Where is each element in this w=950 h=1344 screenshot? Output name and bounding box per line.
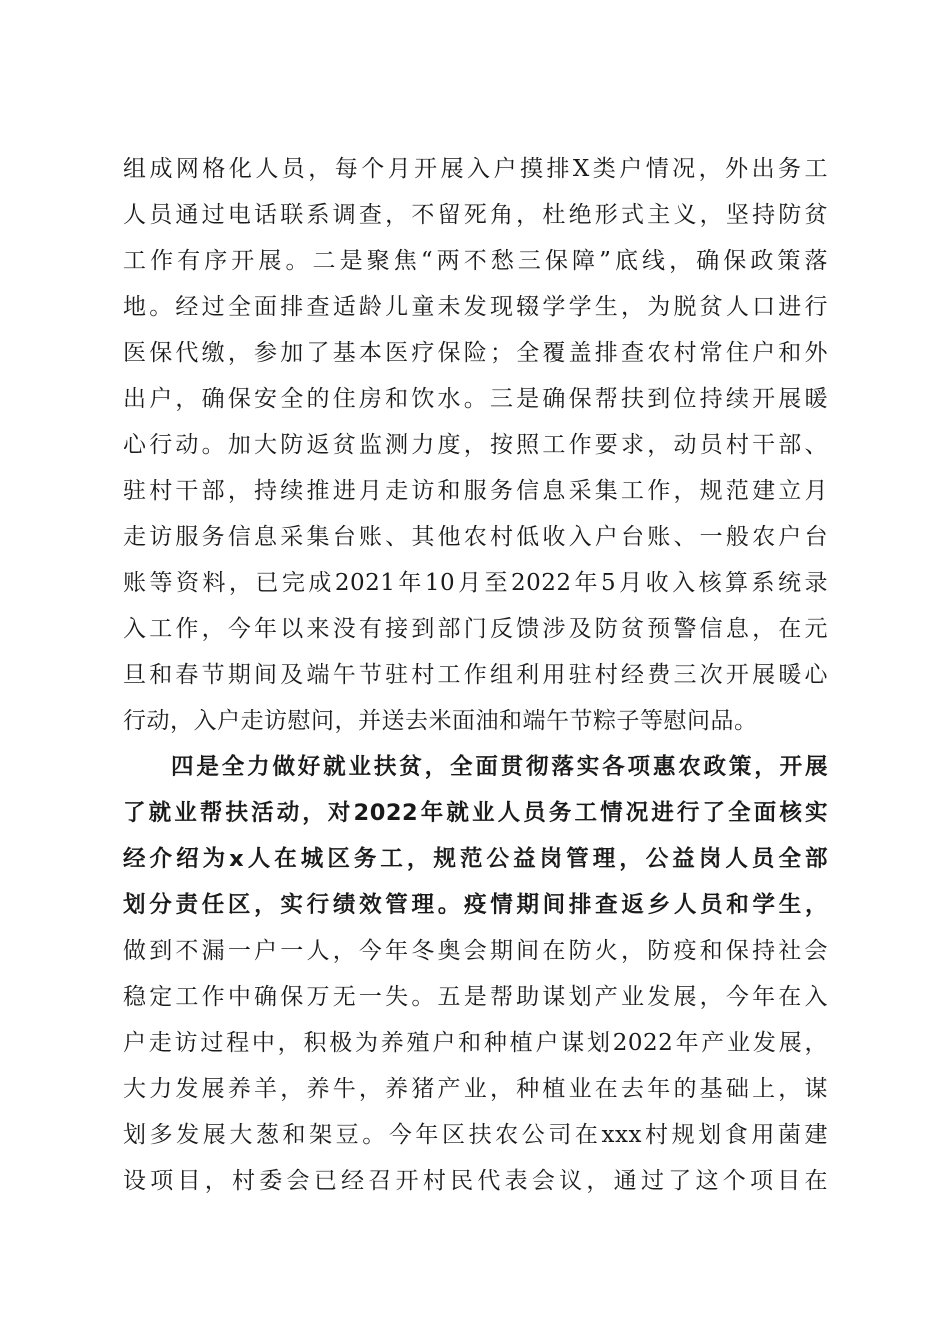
text-line: 经介绍为x人在城区务工，规范公益岗管理，公益岗人员全部 [123,846,828,872]
text-line: 四是全力做好就业扶贫，全面贯彻落实各项惠农政策，开展 [171,754,828,780]
text-line: 设项目，村委会已经召开村民代表会议，通过了这个项目在 [123,1168,828,1194]
text-line: 入工作，今年以来没有接到部门反馈涉及防贫预警信息，在元 [123,616,828,642]
text-line: 心行动。加大防返贫监测力度，按照工作要求，动员村干部、 [123,432,828,458]
text-line: 组成网格化人员，每个月开展入户摸排X类户情况，外出务工 [123,156,828,182]
text-line: 大力发展养羊，养牛，养猪产业，种植业在去年的基础上，谋 [123,1076,828,1102]
text-line: 医保代缴，参加了基本医疗保险；全覆盖排查农村常住户和外 [123,340,828,366]
text-line: 行动，入户走访慰问，并送去米面油和端午节粽子等慰问品。 [123,708,758,734]
text-line: 账等资料，已完成2021年10月至2022年5月收入核算系统录 [123,570,828,596]
text-line: 划多发展大葱和架豆。今年区扶农公司在xxx村规划食用菌建 [123,1122,828,1148]
text-line: 了就业帮扶活动，对2022年就业人员务工情况进行了全面核实 [123,800,828,826]
text-line: 地。经过全面排查适龄儿童未发现辍学学生，为脱贫人口进行 [123,294,828,320]
text-line: 稳定工作中确保万无一失。五是帮助谋划产业发展，今年在入 [123,984,828,1010]
text-line: 出户，确保安全的住房和饮水。三是确保帮扶到位持续开展暖 [123,386,828,412]
text-line: 驻村干部，持续推进月走访和服务信息采集工作，规范建立月 [123,478,828,504]
text-line: 工作有序开展。二是聚焦“两不愁三保障”底线，确保政策落 [123,248,828,274]
text-line: 走访服务信息采集台账、其他农村低收入户台账、一般农户台 [123,524,828,550]
text-line: 户走访过程中，积极为养殖户和种植户谋划2022年产业发展， [123,1030,828,1056]
text-line: 做到不漏一户一人，今年冬奥会期间在防火，防疫和保持社会 [123,938,828,964]
text-line: 人员通过电话联系调查，不留死角，杜绝形式主义，坚持防贫 [123,202,828,228]
text-line: 旦和春节期间及端午节驻村工作组利用驻村经费三次开展暖心 [123,662,828,688]
text-line: 划分责任区，实行绩效管理。疫情期间排查返乡人员和学生， [123,892,828,918]
